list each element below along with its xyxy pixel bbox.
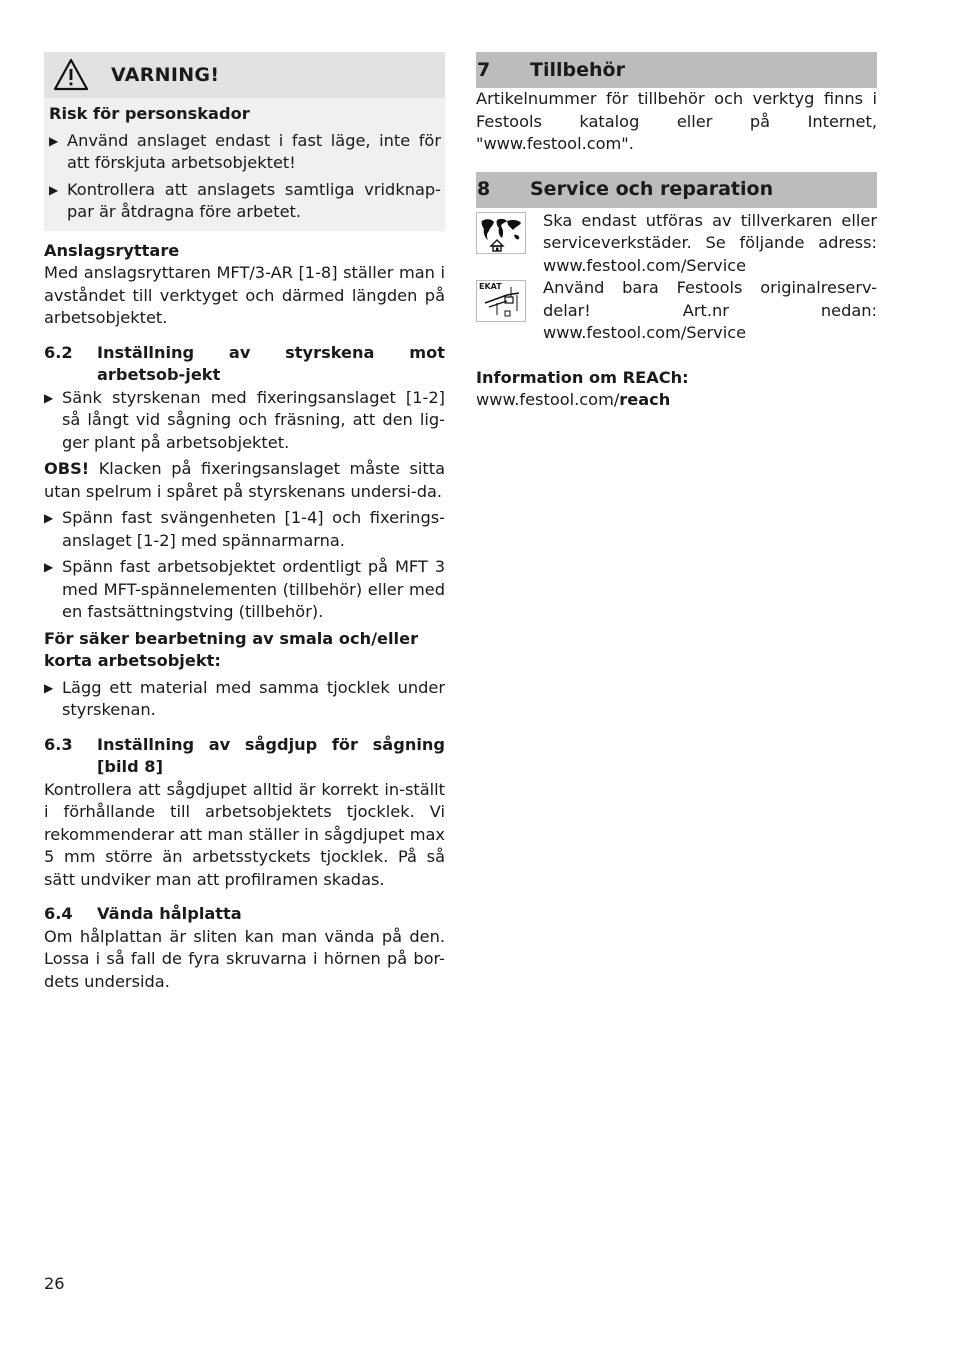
section-title: Vända hålplatta [97,904,242,923]
anslag-heading: Anslagsryttare [44,240,180,260]
section-number: 6.2 [44,342,73,362]
section-title: Inställning av sågdjup för sågning [bild 8] [97,734,445,776]
spare-parts-text: Använd bara Festools originalreserv-delar! Art.nr nedan: www.festool.com/Service [543,278,877,342]
ekat-label: EKAT [479,282,502,291]
obs-note [44,458,445,503]
obs-text: Klacken på fixeringsanslaget måste sitta utan spelrum i spåret på styrskenans undersi-da. [44,459,445,501]
bullet-triangle-icon: ▶ [44,390,54,405]
list-item [44,556,445,624]
service-text: Ska endast utföras av tillverkaren eller serviceverkstäder. Se följande adress: www.festool.com/Service [543,210,877,275]
bullet-triangle-icon: ▶ [49,133,59,148]
bullet-text: Sänk styrskenan med fixeringsanslaget [1-2] så långt vid sågning och fräsning, att den lig-ger plant på arbetsobjektet. [62,387,445,452]
bullet-triangle-icon: ▶ [44,560,54,574]
section-number: 6.3 [44,734,73,754]
section-8-heading [476,172,877,208]
warning-box [44,52,445,231]
bullet-text: Använd anslaget endast i fast läge, inte för att förskjuta arbetsobjektet! [67,130,441,172]
bullet-text: Spänn fast arbetsobjektet ordentligt på MFT 3 med MFT-spännelementen (tillbehör) eller med en fastsättningstving (tillbehör). [62,557,445,621]
bullet-text: Kontrollera att anslagets samtliga vridknap-par är åtdragna före arbetet. [67,179,441,221]
section-number: 8 [477,178,491,201]
list-item [44,507,445,552]
page-number: 26 [44,1274,65,1293]
section-number: 7 [477,58,491,81]
section-6-2-heading [44,342,445,387]
ekat-spare-parts-icon [476,280,526,322]
warning-header [44,52,445,98]
section-number: 6.4 [44,904,73,923]
bullet-triangle-icon: ▶ [44,511,54,525]
section-title: Service och reparation [530,178,774,201]
list-item [44,677,445,722]
right-column [476,52,877,412]
world-map-service-icon [476,212,526,254]
warning-body [44,98,445,231]
narrow-workpiece-heading: För säker bearbetning av smala och/eller korta arbetsobjekt: [44,628,419,670]
section-6-4-heading [44,903,445,926]
section-6-4-text: Om hålplattan är sliten kan man vända på den. Lossa i så fall de fyra skruvarna i hörnen på bor-dets undersida. [44,926,445,991]
bullet-text: Lägg ett material med samma tjocklek under styrskenan. [62,677,445,719]
section-7-heading [476,52,877,88]
warning-title: VARNING! [111,63,220,86]
reach-heading: Information om REACh: [476,367,689,387]
list-item [49,179,441,224]
warning-subtitle: Risk för personskador [49,104,250,123]
service-row [476,210,877,278]
section-7-text: Artikelnummer för tillbehör och verktyg finns i Festools katalog eller på Internet, "www.festool.com". [476,89,877,153]
section-title: Tillbehör [530,58,625,81]
reach-link-prefix: www.festool.com/ [476,390,620,409]
list-item [49,130,441,175]
bullet-triangle-icon: ▶ [44,680,54,695]
obs-label: OBS! [44,459,90,478]
anslag-text: Med anslagsryttaren MFT/3-AR [1-8] ställer man i avståndet till verktyget och därmed längden på arbetsobjektet. [44,263,445,327]
list-item [44,387,445,455]
warning-triangle-icon [53,58,89,92]
bullet-text: Spänn fast svängenheten [1-4] och fixerings-anslaget [1-2] med spännarmarna. [62,508,445,550]
section-6-3-heading [44,734,445,779]
left-column [44,52,445,993]
spare-parts-row [476,277,877,345]
section-6-3-text: Kontrollera att sågdjupet alltid är korrekt in-ställt i förhållande till arbetsobjektets tjocklek. Vi rekommenderar att man ställer in sågdjupet max 5 mm större än arbetsstyckets tjocklek. På så sätt undviker man att profilramen skadas. [44,779,445,889]
bullet-triangle-icon: ▶ [49,182,59,197]
reach-link-bold: reach [619,390,671,409]
section-title: Inställning av styrskena mot arbetsob-jekt [97,342,445,384]
reach-link [476,389,877,412]
